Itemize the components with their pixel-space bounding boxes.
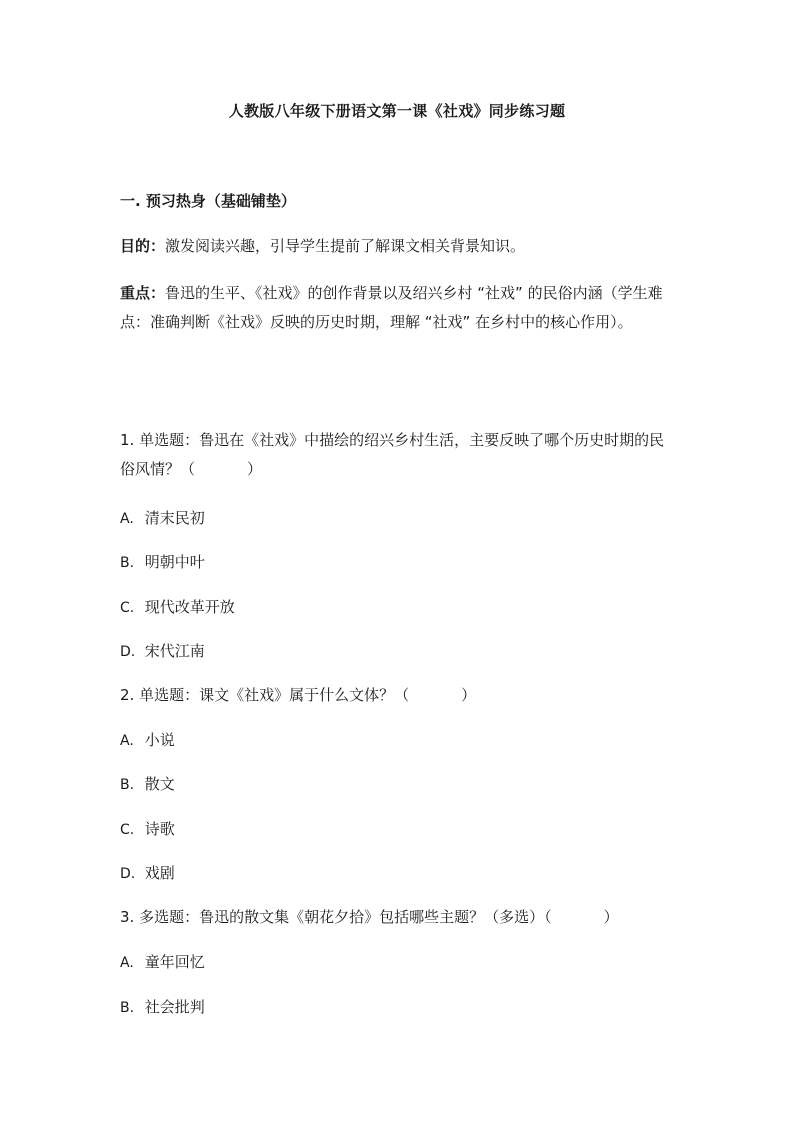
option-letter: C. xyxy=(120,822,135,838)
question-text: 单选题：课文《社戏》属于什么文体？（ xyxy=(139,686,410,704)
purpose-label: 目的： xyxy=(120,237,166,255)
option-1a xyxy=(120,507,680,530)
option-1b xyxy=(120,551,680,574)
question-number: 3. xyxy=(120,908,135,926)
question-number: 1. xyxy=(120,431,135,449)
option-2c xyxy=(120,818,680,841)
option-text: 散文 xyxy=(144,775,175,793)
question-close: ） xyxy=(247,460,263,478)
option-letter: D. xyxy=(120,644,136,660)
option-letter: A. xyxy=(120,511,134,527)
option-1c xyxy=(120,596,680,619)
purpose-paragraph xyxy=(120,232,676,261)
question-text: 多选题：鲁迅的散文集《朝花夕拾》包括哪些主题？（多选）（ xyxy=(139,908,552,926)
question-text: 单选题：鲁迅在《社戏》中描绘的绍兴乡村生活，主要反映了哪个历史时期的民俗风情？（ xyxy=(120,431,665,478)
option-letter: A. xyxy=(120,955,134,971)
option-text: 现代改革开放 xyxy=(144,598,235,616)
option-text: 小说 xyxy=(144,731,175,749)
focus-text: 鲁迅的生平、《社戏》的创作背景以及绍兴乡村 “社戏” 的民俗内涵（学生难点：准确判断《社戏》反映的历史时期，理解 “社戏” 在乡村中的核心作用）。 xyxy=(120,284,663,331)
option-letter: B. xyxy=(120,555,135,571)
option-2a xyxy=(120,729,680,752)
option-text: 童年回忆 xyxy=(144,953,205,971)
option-letter: C. xyxy=(120,600,135,616)
option-text: 社会批判 xyxy=(144,998,205,1016)
option-text: 清末民初 xyxy=(144,509,205,527)
option-3b xyxy=(120,996,680,1019)
option-2b xyxy=(120,773,680,796)
option-letter: D. xyxy=(120,866,136,882)
option-3a xyxy=(120,951,680,974)
option-text: 戏剧 xyxy=(144,864,175,882)
section-heading: 一. 预习热身（基础铺垫） xyxy=(120,192,296,210)
question-2 xyxy=(120,684,680,706)
question-close: ） xyxy=(461,686,477,704)
option-text: 宋代江南 xyxy=(144,642,205,660)
document-title: 人教版八年级下册语文第一课《社戏》同步练习题 xyxy=(228,102,566,120)
option-text: 明朝中叶 xyxy=(144,553,205,571)
option-letter: B. xyxy=(120,777,135,793)
focus-paragraph xyxy=(120,279,676,337)
question-number: 2. xyxy=(120,686,135,704)
option-text: 诗歌 xyxy=(144,820,175,838)
option-1d xyxy=(120,640,680,663)
question-1 xyxy=(120,426,676,484)
purpose-text: 激发阅读兴趣，引导学生提前了解课文相关背景知识。 xyxy=(165,237,526,255)
option-letter: A. xyxy=(120,733,134,749)
question-3 xyxy=(120,906,680,928)
focus-label: 重点： xyxy=(120,284,166,302)
option-2d xyxy=(120,862,680,885)
option-letter: B. xyxy=(120,1000,135,1016)
question-close: ） xyxy=(603,908,619,926)
